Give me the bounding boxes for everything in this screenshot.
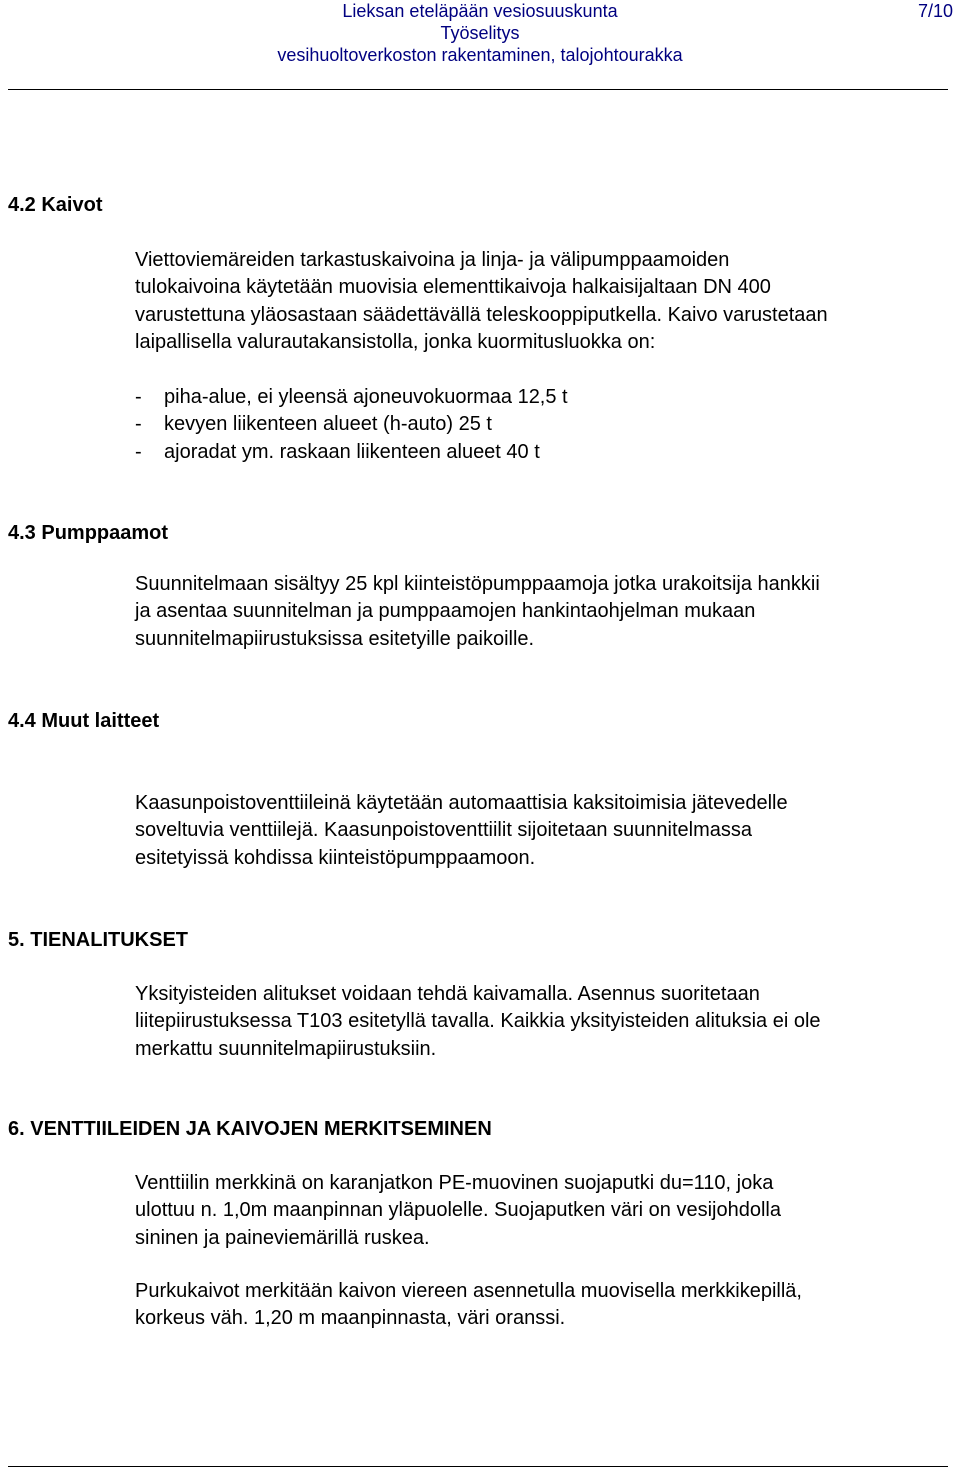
list-item-text: kevyen liikenteen alueet (h-auto) 25 t: [164, 413, 492, 436]
heading-tienalitukset: 5. TIENALITUKSET: [8, 929, 189, 951]
footer-divider: [8, 1466, 948, 1467]
paragraph-line: tulokaivoina käytetään muovisia elementtikaivoja halkaisijaltaan DN 400: [135, 276, 771, 299]
header-organization: Lieksan eteläpään vesiosuuskunta: [342, 1, 618, 21]
paragraph-purkukaivojen-merkinta: [135, 1278, 950, 1333]
heading-pumppaamot: 4.3 Pumppaamot: [8, 522, 169, 544]
header-project: vesihuoltoverkoston rakentaminen, talojohtourakka: [277, 45, 683, 65]
heading-muut-laitteet: 4.4 Muut laitteet: [8, 710, 160, 732]
paragraph-tienalitukset: [135, 981, 950, 1063]
paragraph-line: Venttiilin merkkinä on karanjatkon PE-muovinen suojaputki du=110, joka: [135, 1172, 774, 1194]
paragraph-muut-laitteet: [135, 790, 950, 872]
list-item-text: piha-alue, ei yleensä ajoneuvokuormaa 12,5 t: [164, 386, 568, 408]
heading-merkitseminen: 6. VENTTIILEIDEN JA KAIVOJEN MERKITSEMINEN: [8, 1118, 492, 1140]
paragraph-pumppaamot: [135, 571, 950, 653]
paragraph-venttiilien-merkinta: [135, 1170, 950, 1252]
page-number: 7/10: [917, 1, 953, 21]
paragraph-line: Suunnitelmaan sisältyy 25 kpl kiinteistöpumppaamoja jotka urakoitsija hankkii: [135, 573, 820, 595]
header-divider: [8, 89, 948, 90]
paragraph-line: ja asentaa suunnitelman ja pumppaamojen hankintaohjelman mukaan: [135, 600, 756, 623]
paragraph-line: esitetyissä kohdissa kiinteistöpumppaamoon.: [135, 846, 536, 869]
list-marker: -: [135, 440, 142, 463]
list-item: [135, 411, 568, 438]
header-document-type: Työselitys: [440, 23, 520, 43]
list-item: [135, 384, 568, 411]
list-marker: -: [135, 386, 142, 408]
paragraph-line: merkattu suunnitelmapiirustuksiin.: [135, 1037, 437, 1060]
paragraph-line: varustettuna yläosastaan säädettävällä teleskooppiputkella. Kaivo varustetaan: [135, 303, 828, 326]
paragraph-line: Purkukaivot merkitään kaivon viereen asennetulla muovisella merkkikepillä,: [135, 1280, 802, 1302]
paragraph-line: soveltuvia venttiilejä. Kaasunpoistoventtiilit sijoitetaan suunnitelmassa: [135, 819, 753, 842]
paragraph-line: sininen ja paineviemärillä ruskea.: [135, 1226, 430, 1249]
list-item-text: ajoradat ym. raskaan liikenteen alueet 40 t: [164, 440, 540, 463]
paragraph-line: suunnitelmapiirustuksissa esitetyille paikoille.: [135, 627, 535, 650]
paragraph-line: liitepiirustuksessa T103 esitetyllä tavalla. Kaikkia yksityisteiden alituksia ei ole: [135, 1010, 821, 1033]
list-marker: -: [135, 413, 142, 436]
paragraph-kaivot: [135, 247, 950, 357]
heading-kaivot: 4.2 Kaivot: [8, 194, 103, 216]
paragraph-line: ulottuu n. 1,0m maanpinnan yläpuolelle. Suojaputken väri on vesijohdolla: [135, 1199, 781, 1222]
paragraph-line: Yksityisteiden alitukset voidaan tehdä kaivamalla. Asennus suoritetaan: [135, 983, 760, 1005]
paragraph-line: Kaasunpoistoventtiileinä käytetään automaattisia kaksitoimisia jätevedelle: [135, 792, 788, 814]
load-class-list: [135, 384, 568, 466]
page-header: [0, 0, 960, 92]
paragraph-line: Viettoviemäreiden tarkastuskaivoina ja linja- ja välipumppaamoiden: [135, 249, 730, 271]
list-item: [135, 439, 568, 466]
paragraph-line: laipallisella valurautakansistolla, jonka kuormitusluokka on:: [135, 331, 656, 354]
paragraph-line: korkeus väh. 1,20 m maanpinnasta, väri oranssi.: [135, 1307, 566, 1330]
